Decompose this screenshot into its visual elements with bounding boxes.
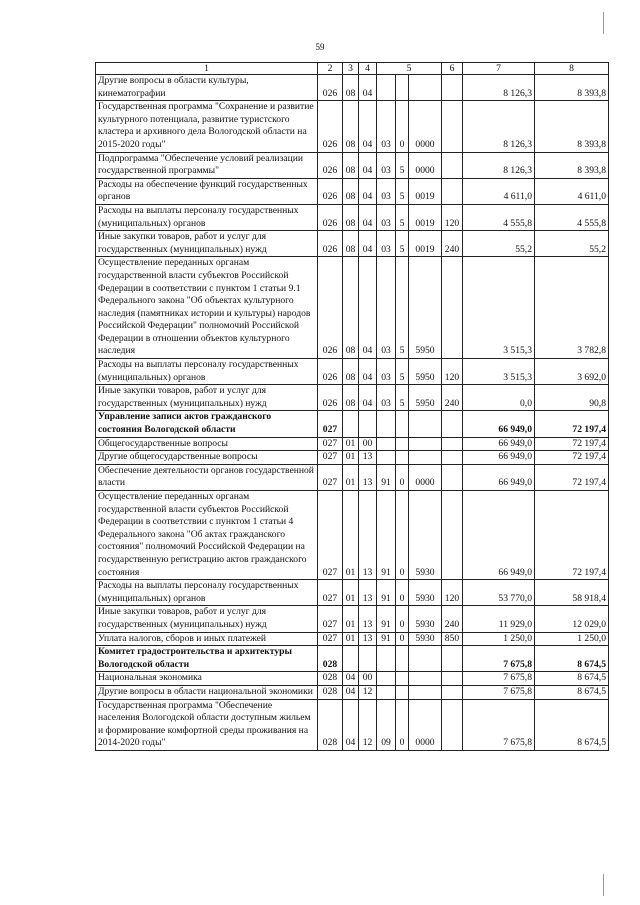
- target-article-program: 03: [377, 385, 396, 411]
- target-article-program: 03: [377, 231, 396, 257]
- target-article-subprogram: [396, 437, 409, 451]
- subsection-code: 04: [359, 75, 377, 101]
- amount-col7: 66 949,0: [463, 437, 535, 451]
- target-article-subprogram: 0: [396, 580, 409, 606]
- subsection-code: [359, 411, 377, 437]
- table-row: [96, 451, 609, 465]
- target-article-subprogram: [396, 75, 409, 101]
- ved-code: 026: [318, 75, 343, 101]
- amount-col8: 8 674,5: [535, 699, 609, 750]
- section-code: [343, 411, 359, 437]
- ved-code: 027: [318, 411, 343, 437]
- row-name: Другие вопросы в области культуры, кинематографии: [96, 75, 318, 101]
- target-article-program: 91: [377, 580, 396, 606]
- table-row: [96, 257, 609, 359]
- section-code: 01: [343, 580, 359, 606]
- target-article-direction: 0000: [409, 699, 442, 750]
- row-name: Расходы на выплаты персоналу государственных (муниципальных) органов: [96, 359, 318, 385]
- amount-col8: 8 674,5: [535, 672, 609, 686]
- target-article-program: 03: [377, 204, 396, 230]
- subsection-code: 13: [359, 606, 377, 632]
- amount-col8: 8 393,8: [535, 101, 609, 152]
- ved-code: 027: [318, 491, 343, 580]
- section-code: 04: [343, 699, 359, 750]
- amount-col8: 3 782,8: [535, 257, 609, 359]
- target-article-program: 03: [377, 178, 396, 204]
- row-name: Иные закупки товаров, работ и услуг для государственных (муниципальных) нужд: [96, 606, 318, 632]
- table-row: [96, 491, 609, 580]
- section-code: 01: [343, 464, 359, 490]
- section-code: 01: [343, 606, 359, 632]
- target-article-program: [377, 672, 396, 686]
- expense-type-code: [442, 464, 463, 490]
- row-name: Расходы на выплаты персоналу государственных (муниципальных) органов: [96, 204, 318, 230]
- section-code: 08: [343, 152, 359, 178]
- amount-col7: 7 675,8: [463, 685, 535, 699]
- amount-col7: 4 555,8: [463, 204, 535, 230]
- column-number: 8: [535, 63, 609, 75]
- subsection-code: 04: [359, 178, 377, 204]
- section-code: 04: [343, 672, 359, 686]
- subsection-code: 04: [359, 257, 377, 359]
- amount-col7: 4 611,0: [463, 178, 535, 204]
- margin-mark-top: [603, 12, 604, 34]
- table-row: [96, 437, 609, 451]
- row-name: Другие вопросы в области национальной экономики: [96, 685, 318, 699]
- amount-col7: 7 675,8: [463, 646, 535, 672]
- amount-col8: 1 250,0: [535, 632, 609, 646]
- target-article-program: [377, 685, 396, 699]
- expense-type-code: [442, 101, 463, 152]
- target-article-subprogram: [396, 451, 409, 465]
- target-article-subprogram: 0: [396, 606, 409, 632]
- expense-type-code: [442, 437, 463, 451]
- row-name: Уплата налогов, сборов и иных платежей: [96, 632, 318, 646]
- amount-col8: 8 393,8: [535, 75, 609, 101]
- expense-type-code: 120: [442, 359, 463, 385]
- row-name: Другие общегосударственные вопросы: [96, 451, 318, 465]
- target-article-subprogram: [396, 685, 409, 699]
- expense-type-code: [442, 257, 463, 359]
- section-code: 01: [343, 632, 359, 646]
- margin-mark-bottom: [603, 874, 604, 896]
- table-row: [96, 646, 609, 672]
- target-article-subprogram: [396, 411, 409, 437]
- ved-code: 026: [318, 204, 343, 230]
- subsection-code: 12: [359, 699, 377, 750]
- amount-col8: 55,2: [535, 231, 609, 257]
- subsection-code: 13: [359, 580, 377, 606]
- row-name: Государственная программа "Обеспечение населения Вологодской области доступным жильем и формирование комфортной среды проживания на 2014-2020 годы": [96, 699, 318, 750]
- target-article-program: 91: [377, 632, 396, 646]
- section-code: 01: [343, 451, 359, 465]
- row-name: Национальная экономика: [96, 672, 318, 686]
- target-article-direction: 5950: [409, 385, 442, 411]
- target-article-direction: [409, 437, 442, 451]
- ved-code: 027: [318, 632, 343, 646]
- target-article-subprogram: 0: [396, 101, 409, 152]
- target-article-direction: [409, 75, 442, 101]
- amount-col8: 90,8: [535, 385, 609, 411]
- expense-type-code: 240: [442, 606, 463, 632]
- amount-col7: 66 949,0: [463, 464, 535, 490]
- subsection-code: 04: [359, 101, 377, 152]
- target-article-subprogram: [396, 672, 409, 686]
- amount-col7: 7 675,8: [463, 699, 535, 750]
- amount-col8: 8 674,5: [535, 646, 609, 672]
- ved-code: 027: [318, 451, 343, 465]
- subsection-code: 13: [359, 464, 377, 490]
- target-article-subprogram: 5: [396, 257, 409, 359]
- section-code: 08: [343, 231, 359, 257]
- row-name: Осуществление переданных органам государственной власти субъектов Российской Федерации в соответствии с пунктом 1 статьи 9.1 Федерального закона "Об объектах культурного наследия (памятниках истории и культуры) народов Российской Федерации" полномочий Российской Федерации в отношении объектов культурного наследия: [96, 257, 318, 359]
- subsection-code: 04: [359, 204, 377, 230]
- target-article-direction: 5930: [409, 632, 442, 646]
- ved-code: 026: [318, 231, 343, 257]
- row-name: Комитет градостроительства и архитектуры Вологодской области: [96, 646, 318, 672]
- target-article-direction: [409, 672, 442, 686]
- row-name: Иные закупки товаров, работ и услуг для государственных (муниципальных) нужд: [96, 231, 318, 257]
- ved-code: 028: [318, 699, 343, 750]
- amount-col7: 55,2: [463, 231, 535, 257]
- table-row: [96, 231, 609, 257]
- column-number: 7: [463, 63, 535, 75]
- target-article-subprogram: 5: [396, 152, 409, 178]
- table-row: [96, 580, 609, 606]
- ved-code: 026: [318, 152, 343, 178]
- amount-col8: 72 197,4: [535, 451, 609, 465]
- subsection-code: 04: [359, 152, 377, 178]
- expense-type-code: 850: [442, 632, 463, 646]
- target-article-subprogram: 0: [396, 491, 409, 580]
- expense-type-code: [442, 411, 463, 437]
- table-row: [96, 101, 609, 152]
- section-code: 01: [343, 491, 359, 580]
- target-article-program: 91: [377, 464, 396, 490]
- table-row: [96, 385, 609, 411]
- row-name: Расходы на выплаты персоналу государственных (муниципальных) органов: [96, 580, 318, 606]
- column-number-row: [96, 63, 609, 75]
- row-name: Общегосударственные вопросы: [96, 437, 318, 451]
- ved-code: 026: [318, 385, 343, 411]
- target-article-subprogram: 5: [396, 359, 409, 385]
- column-number: 2: [318, 63, 343, 75]
- target-article-subprogram: 5: [396, 231, 409, 257]
- target-article-program: [377, 437, 396, 451]
- target-article-program: 03: [377, 101, 396, 152]
- column-number: 1: [96, 63, 318, 75]
- row-name: Обеспечение деятельности органов государственной власти: [96, 464, 318, 490]
- expense-type-code: [442, 699, 463, 750]
- ved-code: 028: [318, 685, 343, 699]
- target-article-program: [377, 411, 396, 437]
- target-article-direction: 5950: [409, 359, 442, 385]
- section-code: 08: [343, 359, 359, 385]
- budget-table: [95, 62, 609, 751]
- ved-code: 026: [318, 101, 343, 152]
- table-row: [96, 685, 609, 699]
- table-row: [96, 632, 609, 646]
- amount-col8: 8 393,8: [535, 152, 609, 178]
- target-article-direction: [409, 646, 442, 672]
- table-row: [96, 204, 609, 230]
- column-number: 4: [359, 63, 377, 75]
- expense-type-code: [442, 685, 463, 699]
- expense-type-code: [442, 152, 463, 178]
- table-row: [96, 464, 609, 490]
- subsection-code: 00: [359, 437, 377, 451]
- subsection-code: 04: [359, 385, 377, 411]
- expense-type-code: 120: [442, 204, 463, 230]
- table-row: [96, 152, 609, 178]
- target-article-program: [377, 451, 396, 465]
- target-article-program: 09: [377, 699, 396, 750]
- amount-col8: 72 197,4: [535, 491, 609, 580]
- target-article-subprogram: [396, 646, 409, 672]
- row-name: Подпрограмма "Обеспечение условий реализации государственной программы": [96, 152, 318, 178]
- table-row: [96, 359, 609, 385]
- amount-col7: 3 515,3: [463, 257, 535, 359]
- column-number: 3: [343, 63, 359, 75]
- expense-type-code: 240: [442, 231, 463, 257]
- target-article-direction: 0000: [409, 464, 442, 490]
- subsection-code: 12: [359, 685, 377, 699]
- expense-type-code: [442, 491, 463, 580]
- section-code: 08: [343, 178, 359, 204]
- ved-code: 026: [318, 257, 343, 359]
- ved-code: 027: [318, 437, 343, 451]
- amount-col7: 0,0: [463, 385, 535, 411]
- section-code: 01: [343, 437, 359, 451]
- subsection-code: [359, 646, 377, 672]
- amount-col7: 66 949,0: [463, 451, 535, 465]
- ved-code: 027: [318, 464, 343, 490]
- target-article-subprogram: 0: [396, 699, 409, 750]
- subsection-code: 04: [359, 231, 377, 257]
- expense-type-code: 240: [442, 385, 463, 411]
- table-row: [96, 178, 609, 204]
- amount-col7: 53 770,0: [463, 580, 535, 606]
- section-code: 08: [343, 257, 359, 359]
- target-article-program: [377, 75, 396, 101]
- section-code: [343, 646, 359, 672]
- column-number: 6: [442, 63, 463, 75]
- target-article-direction: 5930: [409, 580, 442, 606]
- amount-col7: 3 515,3: [463, 359, 535, 385]
- section-code: 08: [343, 101, 359, 152]
- amount-col7: 8 126,3: [463, 101, 535, 152]
- amount-col7: 66 949,0: [463, 491, 535, 580]
- target-article-program: [377, 646, 396, 672]
- amount-col8: 58 918,4: [535, 580, 609, 606]
- table-row: [96, 75, 609, 101]
- row-name: Государственная программа "Сохранение и развитие культурного потенциала, развитие туристского кластера и архивного дела Вологодской области на 2015-2020 годы": [96, 101, 318, 152]
- target-article-direction: 0019: [409, 231, 442, 257]
- row-name: Осуществление переданных органам государственной власти субъектов Российской Федерации в соответствии с пунктом 1 статьи 4 Федерального закона "Об актах гражданского состояния" полномочий Российской Федерации на государственную регистрацию актов гражданского состояния: [96, 491, 318, 580]
- table-row: [96, 672, 609, 686]
- target-article-program: 91: [377, 606, 396, 632]
- target-article-direction: 0000: [409, 101, 442, 152]
- target-article-direction: 0019: [409, 204, 442, 230]
- amount-col8: 8 674,5: [535, 685, 609, 699]
- amount-col7: 8 126,3: [463, 75, 535, 101]
- target-article-program: 03: [377, 359, 396, 385]
- row-name: Управление записи актов гражданского состояния Вологодской области: [96, 411, 318, 437]
- target-article-subprogram: 5: [396, 385, 409, 411]
- section-code: 08: [343, 75, 359, 101]
- row-name: Иные закупки товаров, работ и услуг для государственных (муниципальных) нужд: [96, 385, 318, 411]
- amount-col7: 66 949,0: [463, 411, 535, 437]
- amount-col8: 72 197,4: [535, 437, 609, 451]
- expense-type-code: [442, 178, 463, 204]
- target-article-program: 91: [377, 491, 396, 580]
- ved-code: 027: [318, 606, 343, 632]
- target-article-subprogram: 5: [396, 178, 409, 204]
- target-article-subprogram: 0: [396, 632, 409, 646]
- ved-code: 028: [318, 646, 343, 672]
- ved-code: 026: [318, 178, 343, 204]
- table-row: [96, 699, 609, 750]
- amount-col7: 1 250,0: [463, 632, 535, 646]
- section-code: 04: [343, 685, 359, 699]
- subsection-code: 13: [359, 491, 377, 580]
- target-article-subprogram: 0: [396, 464, 409, 490]
- expense-type-code: [442, 451, 463, 465]
- ved-code: 027: [318, 580, 343, 606]
- section-code: 08: [343, 385, 359, 411]
- amount-col8: 72 197,4: [535, 411, 609, 437]
- row-name: Расходы на обеспечение функций государственных органов: [96, 178, 318, 204]
- expense-type-code: [442, 75, 463, 101]
- subsection-code: 00: [359, 672, 377, 686]
- target-article-program: 03: [377, 152, 396, 178]
- amount-col8: 3 692,0: [535, 359, 609, 385]
- amount-col8: 12 029,0: [535, 606, 609, 632]
- table-row: [96, 606, 609, 632]
- subsection-code: 04: [359, 359, 377, 385]
- target-article-direction: 5950: [409, 257, 442, 359]
- subsection-code: 13: [359, 451, 377, 465]
- target-article-direction: [409, 451, 442, 465]
- amount-col8: 72 197,4: [535, 464, 609, 490]
- target-article-direction: [409, 685, 442, 699]
- amount-col7: 8 126,3: [463, 152, 535, 178]
- target-article-direction: 0019: [409, 178, 442, 204]
- page-number: 59: [315, 42, 325, 52]
- target-article-program: 03: [377, 257, 396, 359]
- amount-col8: 4 611,0: [535, 178, 609, 204]
- target-article-direction: 5930: [409, 491, 442, 580]
- target-article-direction: 0000: [409, 152, 442, 178]
- target-article-direction: [409, 411, 442, 437]
- expense-type-code: [442, 646, 463, 672]
- amount-col8: 4 555,8: [535, 204, 609, 230]
- subsection-code: 13: [359, 632, 377, 646]
- target-article-subprogram: 5: [396, 204, 409, 230]
- table-row: [96, 411, 609, 437]
- amount-col7: 11 929,0: [463, 606, 535, 632]
- ved-code: 028: [318, 672, 343, 686]
- ved-code: 026: [318, 359, 343, 385]
- expense-type-code: [442, 672, 463, 686]
- section-code: 08: [343, 204, 359, 230]
- target-article-direction: 5930: [409, 606, 442, 632]
- expense-type-code: 120: [442, 580, 463, 606]
- amount-col7: 7 675,8: [463, 672, 535, 686]
- column-number: 5: [377, 63, 442, 75]
